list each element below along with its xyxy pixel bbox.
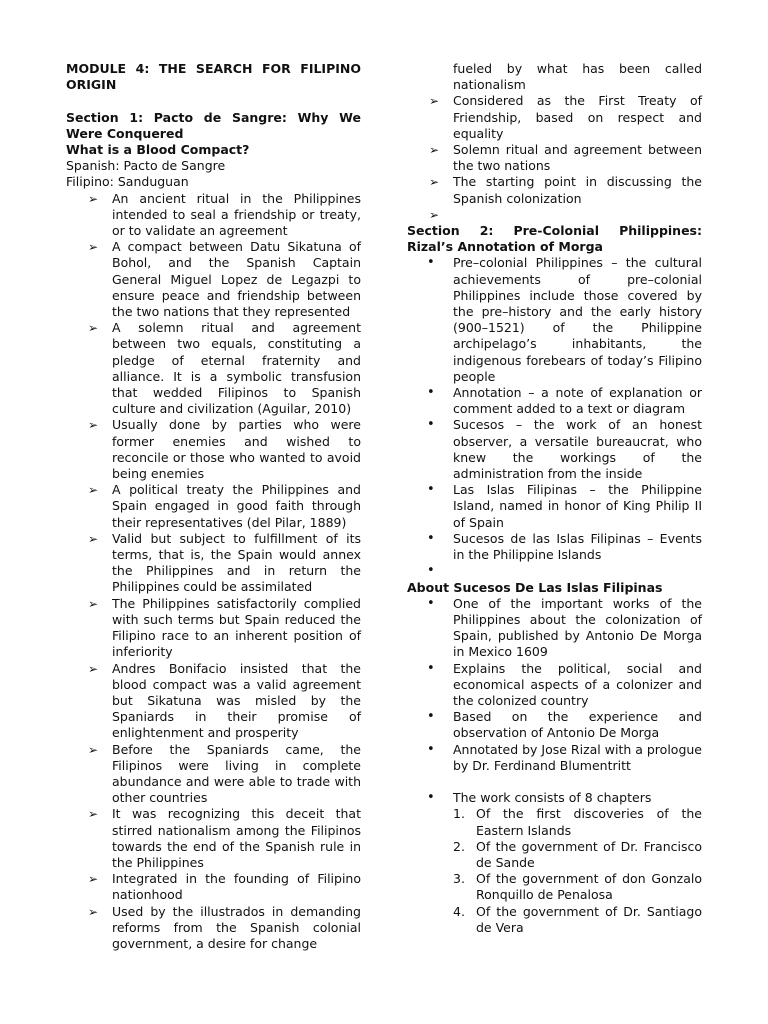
bullet-continuation: fueled by what has been called nationalism: [453, 61, 702, 93]
arrow-bullet-icon: ➢: [88, 904, 99, 919]
list-item: ➢ Valid but subject to fulfillment of its terms, that is, the Spain would annex the Philippines and in return the Philippines could be assimilated: [88, 530, 361, 595]
arrow-bullet-icon: ➢: [429, 94, 440, 109]
list-item: ➢ Usually done by parties who were former enemies and wished to reconcile or those who wanted to avoid being enemies: [88, 417, 361, 482]
list-item: [407, 563, 702, 579]
arrow-bullet-icon: ➢: [88, 240, 99, 255]
list-item: ➢ The starting point in discussing the Spanish colonization: [429, 174, 702, 206]
left-column: [66, 61, 361, 952]
filipino-term: Filipino: Sanduguan: [66, 174, 189, 190]
chapter-item: 2. Of the government of Dr. Francisco de Sande: [453, 838, 702, 870]
dot-bullet-icon: •: [427, 741, 435, 757]
list-item: • Based on the experience and observation of Antonio De Morga: [427, 709, 702, 741]
list-item: • Sucesos – the work of an honest observer, a versatile bureaucrat, who knew the workings of the administration from the inside: [427, 417, 702, 482]
chapters-list: [407, 806, 702, 936]
arrow-bullet-icon: ➢: [429, 143, 440, 158]
arrow-bullet-icon: ➢: [88, 191, 99, 206]
arrow-bullet-icon: ➢: [88, 596, 99, 611]
about-sucesos-list: [407, 596, 702, 774]
dot-bullet-icon: •: [427, 385, 435, 401]
list-item: ➢ Before the Spaniards came, the Filipinos were living in complete abundance and were able to trade with other countries: [88, 741, 361, 806]
dot-bullet-icon: •: [427, 660, 435, 676]
list-item: ➢ Andres Bonifacio insisted that the blood compact was a valid agreement but Sikatuna was misled by the Spaniards in their promise of enlightenment and prosperity: [88, 660, 361, 741]
blood-compact-list-continued: [407, 93, 702, 223]
list-item: • Annotation – a note of explanation or comment added to a text or diagram: [427, 385, 702, 417]
dot-bullet-icon: •: [427, 595, 435, 611]
arrow-bullet-icon: ➢: [88, 321, 99, 336]
list-item: ➢ A political treaty the Philippines and Spain engaged in good faith through their representatives (del Pilar, 1889): [88, 482, 361, 530]
dot-bullet-icon: •: [427, 482, 435, 498]
arrow-bullet-icon: ➢: [88, 872, 99, 887]
list-item: ➢ Considered as the First Treaty of Friendship, based on respect and equality: [429, 93, 702, 141]
arrow-bullet-icon: ➢: [88, 531, 99, 546]
list-item: ➢ Integrated in the founding of Filipino nationhood: [88, 871, 361, 903]
dot-bullet-icon: •: [427, 563, 435, 579]
chapter-item: 3. Of the government of don Gonzalo Ronquillo de Penalosa: [453, 871, 702, 903]
arrow-bullet-icon: ➢: [88, 483, 99, 498]
chapter-item: 1. Of the first discoveries of the Eastern Islands: [453, 806, 702, 838]
arrow-bullet-icon: ➢: [88, 418, 99, 433]
arrow-bullet-icon: ➢: [429, 207, 440, 222]
dot-bullet-icon: •: [427, 790, 435, 806]
pre-colonial-list: [407, 255, 702, 579]
dot-bullet-icon: •: [427, 530, 435, 546]
dot-bullet-icon: •: [427, 417, 435, 433]
list-item: ➢ A compact between Datu Sikatuna of Bohol, and the Spanish Captain General Miguel Lopez de Legazpi to ensure peace and friendship between the two nations that they represented: [88, 239, 361, 320]
list-item: ➢ Solemn ritual and agreement between the two nations: [429, 142, 702, 174]
arrow-bullet-icon: ➢: [88, 742, 99, 757]
right-column: [407, 61, 702, 936]
arrow-bullet-icon: ➢: [429, 175, 440, 190]
list-item: • Annotated by Jose Rizal with a prologue by Dr. Ferdinand Blumentritt: [427, 741, 702, 773]
list-item: ➢ The Philippines satisfactorily complied with such terms but Spain reduced the Filipino race to an inherent position of inferiority: [88, 595, 361, 660]
list-item: • One of the important works of the Philippines about the colonization of Spain, published by Antonio De Morga in Mexico 1609: [427, 595, 702, 660]
blood-compact-question: What is a Blood Compact?: [66, 142, 250, 157]
list-item: • Sucesos de las Islas Filipinas – Events in the Philippine Islands: [427, 530, 702, 563]
list-item: • Explains the political, social and economical aspects of a colonizer and the colonized country: [427, 660, 702, 708]
list-item: • The work consists of 8 chapters: [427, 790, 652, 806]
section-1-heading: Section 1: Pacto de Sangre: Why We Were Conquered: [66, 109, 361, 141]
section-2-heading: Section 2: Pre-Colonial Philippines: Rizal’s Annotation of Morga: [407, 223, 702, 255]
list-item: • Las Islas Filipinas – the Philippine Island, named in honor of King Philip II of Spain: [427, 482, 702, 530]
dot-bullet-icon: •: [427, 255, 435, 271]
list-item: [407, 207, 702, 223]
arrow-bullet-icon: ➢: [88, 661, 99, 676]
dot-bullet-icon: •: [427, 709, 435, 725]
arrow-bullet-icon: ➢: [88, 807, 99, 822]
list-item: ➢ It was recognizing this deceit that stirred nationalism among the Filipinos towards the end of the Spanish rule in the Philippines: [88, 806, 361, 870]
list-item: ➢ A solemn ritual and agreement between two equals, constituting a pledge of eternal fraternity and alliance. It is a symbolic transfusion that wedded Filipinos to Spanish culture and civilization (Aguilar, 2010): [88, 320, 361, 417]
list-item: • Pre–colonial Philippines – the cultural achievements of pre–colonial Philippines include those covered by the pre–history and the early history (900–1521) of the Philippine archipelago’s inhabitants, the indigenous forebears of today’s Filipino people: [427, 255, 702, 384]
spanish-term: Spanish: Pacto de Sangre: [66, 158, 226, 174]
blood-compact-list: [66, 191, 361, 953]
list-item: ➢ An ancient ritual in the Philippines intended to seal a friendship or treaty, or to validate an agreement: [88, 190, 361, 239]
about-sucesos-heading: About Sucesos De Las Islas Filipinas: [407, 579, 663, 595]
chapter-item: 4. Of the government of Dr. Santiago de Vera: [453, 903, 702, 935]
module-title: MODULE 4: THE SEARCH FOR FILIPINO ORIGIN: [66, 61, 361, 93]
chapters-intro-list: [407, 790, 702, 806]
list-item: ➢ Used by the illustrados in demanding reforms from the Spanish colonial government, a desire for change: [88, 903, 361, 951]
